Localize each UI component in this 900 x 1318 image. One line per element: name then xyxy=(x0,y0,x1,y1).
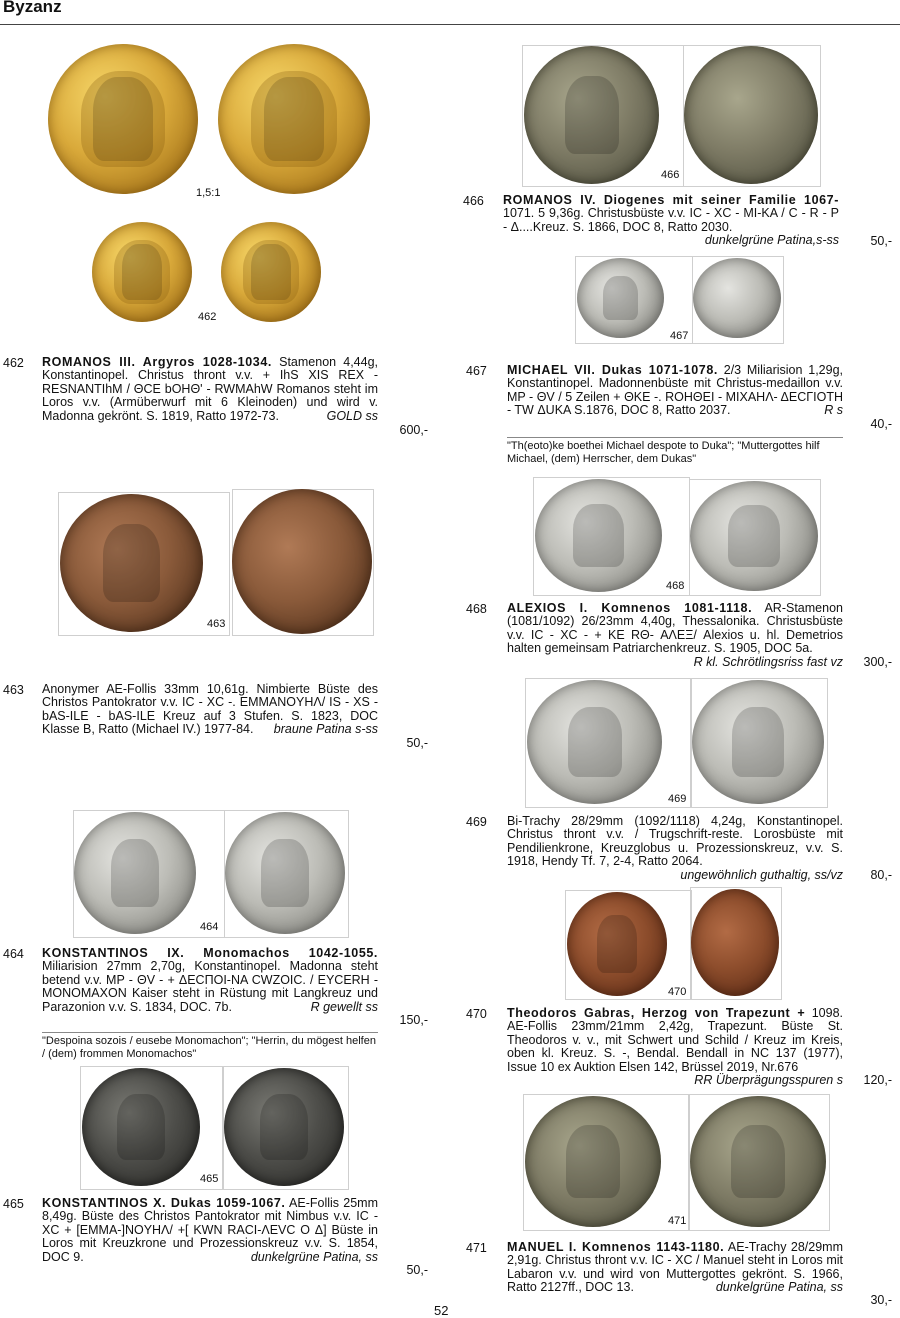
lot-title: ROMANOS III. Argyros 1028-1034. xyxy=(42,355,272,369)
lot-text: 2/3 Miliarision 1,29g, Konstantinopel. Madonnenbüste mit Christus-medaillon v.v. MP - ΘV / 5 Zeilen + ΘKE -. ROHΘEI - MIXAHΛ- ΔECΓΙOTH - TW ΔUKA S.1876, DOC 8, Ratto 2037. xyxy=(507,363,843,418)
image-number-464: 464 xyxy=(200,921,219,933)
coin-471-obverse xyxy=(525,1096,661,1227)
lot-text: Anonymer AE-Follis 33mm 10,61g. Nimbierte Büste des Christos Pantokrator v.v. IC - XC -. EMMANOYHΛ/ IS - XS - bAS-ILE - bAS-ILE Kreuz auf 3 Stufen. S. 1823, DOC Klasse B, Ratto (Michael IV.) 1977-84. xyxy=(42,682,378,737)
coin-464-obverse xyxy=(74,812,196,934)
image-number-463: 463 xyxy=(207,618,226,630)
lot-grade: dunkelgrüne Patina,s-ss xyxy=(704,233,839,248)
lot-title: ROMANOS IV. Diogenes mit seiner Familie 1067- xyxy=(503,193,839,207)
lot-number: 470 xyxy=(466,1007,487,1021)
lot-number: 469 xyxy=(466,815,487,829)
lot-price: 50,- xyxy=(870,234,892,248)
lot-price: 80,- xyxy=(870,868,892,882)
coin-468-obverse xyxy=(535,479,662,592)
lot-title: KONSTANTINOS IX. Monomachos 1042-1055. xyxy=(42,946,378,960)
image-number-466: 466 xyxy=(661,169,680,181)
lot-description-466 xyxy=(503,194,839,248)
lot-number: 467 xyxy=(466,364,487,378)
coin-466-reverse xyxy=(684,46,818,184)
coin-462-reverse-large xyxy=(218,44,370,194)
lot-price: 40,- xyxy=(870,417,892,431)
image-number-465: 465 xyxy=(200,1173,219,1185)
coin-471-reverse xyxy=(690,1096,826,1227)
lot-text: 1098. AE-Follis 23mm/21mm 2,42g, Trapezunt. Büste St. Theodoros v. v., mit Schwert und Schild / Kreuz im Kreis, oben kl. Kreuz. S. -, Bendal. Bendall in NC 137 (1977), Issue 10 ex Auktion Elsen 142, Brüssel 2019, Nr.676 xyxy=(507,1006,843,1074)
lot-title: ALEXIOS I. Komnenos 1081-1118. xyxy=(507,601,753,615)
lot-grade: dunkelgrüne Patina, ss xyxy=(250,1249,378,1264)
image-number-468: 468 xyxy=(666,580,685,592)
lot-price: 30,- xyxy=(870,1293,892,1307)
page-number: 52 xyxy=(434,1303,449,1318)
image-number-469: 469 xyxy=(668,793,687,805)
lot-price: 50,- xyxy=(406,1263,428,1277)
page-header xyxy=(0,0,900,25)
coin-470-obverse xyxy=(567,892,667,996)
lot-price: 150,- xyxy=(399,1013,428,1027)
coin-469-obverse xyxy=(527,680,662,804)
image-number-462: 462 xyxy=(198,311,217,323)
lot-grade: R kl. Schrötlingsriss fast vz xyxy=(693,654,843,669)
lot-number: 463 xyxy=(3,683,24,697)
lot-number: 468 xyxy=(466,602,487,616)
lot-price: 600,- xyxy=(399,423,428,437)
lot-text: Miliarision 27mm 2,70g, Konstantinopel. Madonna steht betend v.v. MP - ΘV - + ΔECΠOI-NA CWZOIC. / EYCERH - MONOMAXON Kaiser steht in Rüstung mit Langkreuz und Parazonion v.v. S. 1834, DOC. 7b. xyxy=(42,959,378,1014)
coin-462-obverse-small xyxy=(92,222,192,322)
lot-description-468 xyxy=(507,602,843,669)
lot-number: 466 xyxy=(463,194,484,208)
lot-price: 50,- xyxy=(406,736,428,750)
lot-text: 1071. 5 9,36g. Christusbüste v.v. IC - XC - MI-KA / C - R - P - Δ....Kreuz. S. 1866, DOC 8, Ratto 2030. xyxy=(503,206,839,234)
coin-468-reverse xyxy=(690,481,818,591)
lot-description-471 xyxy=(507,1241,843,1295)
lot-text: AE-Follis 25mm 8,49g. Büste des Christos Pantokrator mit Nimbus v.v. IC - XC + [EMMA-]NOYHΛ/ +[ KWN RACI-ΛEVC O Δ] Büste in Loros mit Kreuzkrone und Prozessionskreuz v.v. S. 1854, DOC 9. xyxy=(42,1196,378,1264)
coin-467-obverse xyxy=(577,258,664,338)
lot-description-467 xyxy=(507,364,843,418)
section-title: Byzanz xyxy=(3,0,62,16)
lot-title: MICHAEL VII. Dukas 1071-1078. xyxy=(507,363,718,377)
lot-note-464: "Despoina sozois / eusebe Monomachon"; "Herrin, du mögest helfen / (dem) frommen Monomachos" xyxy=(42,1032,378,1060)
lot-description-462 xyxy=(42,356,378,423)
lot-text: AE-Trachy 28/29mm 2,91g. Christus thront v.v. IC - XC / Manuel steht in Loros mit Labaron v.v. und wird von Muttergottes gekrönt. S. 1966, Ratto 2127ff., DOC 13. xyxy=(507,1240,843,1295)
lot-description-465 xyxy=(42,1197,378,1264)
lot-grade: GOLD ss xyxy=(326,408,378,423)
scale-label: 1,5:1 xyxy=(196,187,221,199)
image-number-471: 471 xyxy=(668,1215,687,1227)
lot-note-467: "Th(eoto)ke boethei Michael despote to Duka"; "Muttergottes hilf Michael, (dem) Herrscher, dem Dukas" xyxy=(507,437,843,465)
lot-number: 464 xyxy=(3,947,24,961)
lot-grade: braune Patina s-ss xyxy=(273,722,378,737)
lot-grade: R gewellt ss xyxy=(310,999,378,1014)
coin-463-obverse xyxy=(60,494,203,632)
lot-text: AR-Stamenon (1081/1092) 26/23mm 4,40g, Thessalonika. Christusbüste v.v. IC - XC - + KE RΘ- AΛEΞ/ Alexios u. hl. Demetrios halten gemeinsam Patriarchenkreuz. S. 1905, DOC 5a. xyxy=(507,601,843,656)
lot-number: 465 xyxy=(3,1197,24,1211)
coin-467-reverse xyxy=(693,258,781,338)
lot-grade: ungewöhnlich guthaltig, ss/vz xyxy=(680,867,843,882)
coin-469-reverse xyxy=(692,680,824,804)
lot-description-463 xyxy=(42,683,378,737)
image-number-470: 470 xyxy=(668,986,687,998)
coin-462-reverse-small xyxy=(221,222,321,322)
lot-text: Stamenon 4,44g, Konstantinopel. Christus thront v.v. + IhS XIS REX - RESNANTIhM / ΘCE bOHΘ' - RWMAhW Romanos steht im Loros v.v. (Armüberwurf mit 6 Kleinoden) und wird v. Madonna gekrönt. S. 1819, Ratto 1972-73. xyxy=(42,355,378,423)
coin-463-reverse xyxy=(232,489,372,634)
lot-grade: dunkelgrüne Patina, ss xyxy=(715,1280,843,1295)
coin-462-obverse-large xyxy=(48,44,198,194)
coin-465-obverse xyxy=(82,1068,200,1186)
coin-464-reverse xyxy=(225,812,345,934)
image-number-467: 467 xyxy=(670,330,689,342)
lot-title: Theodoros Gabras, Herzog von Trapezunt + xyxy=(507,1006,806,1020)
lot-grade: R s xyxy=(824,403,843,418)
coin-465-reverse xyxy=(224,1068,344,1186)
lot-number: 471 xyxy=(466,1241,487,1255)
lot-description-470 xyxy=(507,1007,843,1087)
coin-466-obverse xyxy=(524,46,659,184)
lot-number: 462 xyxy=(3,356,24,370)
lot-description-469 xyxy=(507,815,843,882)
lot-title: KONSTANTINOS X. Dukas 1059-1067. xyxy=(42,1196,286,1210)
coin-470-reverse xyxy=(691,889,779,996)
lot-price: 120,- xyxy=(863,1073,892,1087)
lot-description-464 xyxy=(42,947,378,1014)
lot-title: MANUEL I. Komnenos 1143-1180. xyxy=(507,1240,725,1254)
lot-grade: RR Überprägungsspuren s xyxy=(694,1073,843,1088)
lot-text: Bi-Trachy 28/29mm (1092/1118) 4,24g, Konstantinopel. Christus thront v.v. / Trugschrift-reste. Lorosbüste mit Pendilienkrone, Kreuzglobus u. Prozessionskreuz, v.v. S. 1918, Hendy Tf. 7, 2-4, Ratto 2064. xyxy=(507,814,843,869)
lot-price: 300,- xyxy=(863,655,892,669)
